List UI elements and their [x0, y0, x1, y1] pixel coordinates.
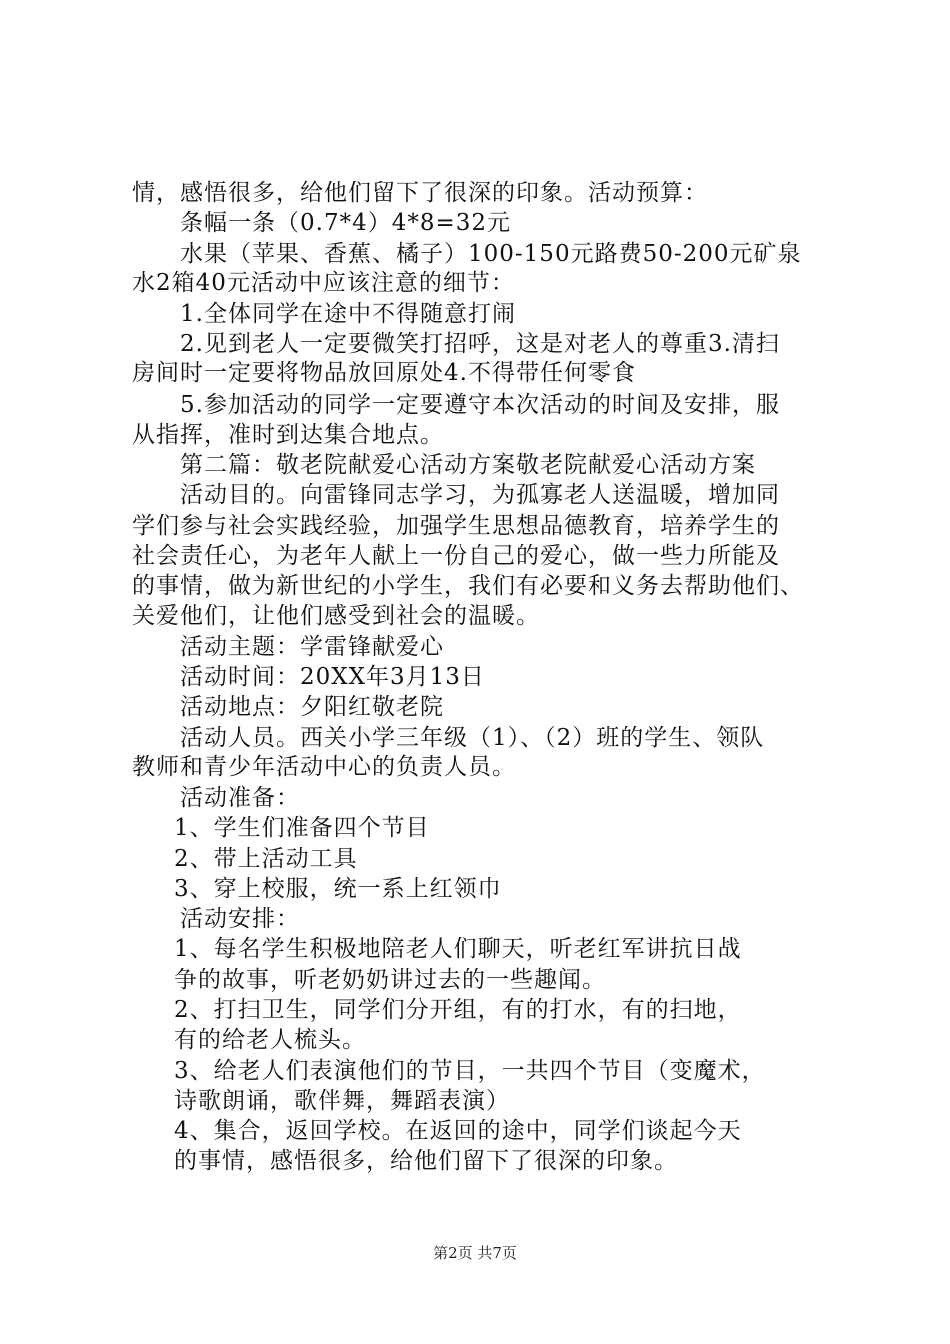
text-line: 4、集合，返回学校。在返回的途中，同学们谈起今天 — [174, 1118, 742, 1144]
text-line: 1.全体同学在途中不得随意打闹 — [180, 301, 516, 327]
text-line: 从指挥，准时到达集合地点。 — [132, 422, 444, 448]
text-line: 有的给老人梳头。 — [174, 1027, 366, 1053]
text-line: 房间时一定要将物品放回原处4.不得带任何零食 — [132, 360, 636, 386]
text-line: 活动安排： — [180, 906, 300, 932]
text-line: 学们参与社会实践经验，加强学生思想品德教育，培养学生的 — [132, 513, 780, 539]
text-line: 关爱他们，让他们感受到社会的温暖。 — [132, 603, 540, 629]
text-line: 5.参加活动的同学一定要遵守本次活动的时间及安排，服 — [180, 392, 780, 418]
text-line: 3、穿上校服，统一系上红领巾 — [174, 876, 502, 902]
text-line: 活动地点：夕阳红敬老院 — [180, 694, 444, 720]
page-footer: 第2页 共7页 — [433, 1244, 517, 1262]
text-line: 诗歌朗诵，歌伴舞，舞蹈表演） — [174, 1088, 510, 1114]
text-line: 教师和青少年活动中心的负责人员。 — [132, 754, 516, 780]
text-line: 的事情，做为新世纪的小学生，我们有必要和义务去帮助他们、 — [132, 573, 804, 599]
text-line: 争的故事，听老奶奶讲过去的一些趣闻。 — [174, 967, 606, 993]
text-line: 条幅一条（0.7*4）4*8=32元 — [180, 210, 512, 236]
text-line: 活动主题：学雷锋献爱心 — [180, 634, 444, 660]
text-line: 活动时间：20XX年3月13日 — [180, 664, 485, 690]
text-line: 3、给老人们表演他们的节目，一共四个节目（变魔术， — [174, 1058, 766, 1084]
text-line: 活动目的。向雷锋同志学习，为孤寡老人送温暖，增加同 — [180, 482, 780, 508]
text-line: 2、打扫卫生，同学们分开组，有的打水，有的扫地， — [174, 997, 742, 1023]
text-line: 2、带上活动工具 — [174, 846, 358, 872]
text-line: 水2箱40元活动中应该注意的细节： — [132, 270, 515, 296]
text-line: 1、学生们准备四个节目 — [174, 815, 430, 841]
text-line: 活动人员。西关小学三年级（1）、（2）班的学生、领队 — [180, 725, 765, 751]
text-line: 的事情，感悟很多，给他们留下了很深的印象。 — [174, 1148, 678, 1174]
text-line: 社会责任心，为老年人献上一份自己的爱心，做一些力所能及 — [132, 543, 780, 569]
text-line: 活动准备： — [180, 785, 300, 811]
text-line: 第二篇：敬老院献爱心活动方案敬老院献爱心活动方案 — [180, 452, 756, 478]
text-line: 1、每名学生积极地陪老人们聊天，听老红军讲抗日战 — [174, 936, 742, 962]
text-line: 2.见到老人一定要微笑打招呼，这是对老人的尊重3.清扫 — [180, 331, 780, 357]
text-line: 水果（苹果、香蕉、橘子）100-150元路费50-200元矿泉 — [180, 241, 802, 267]
text-line: 情，感悟很多，给他们留下了很深的印象。活动预算： — [132, 180, 708, 206]
